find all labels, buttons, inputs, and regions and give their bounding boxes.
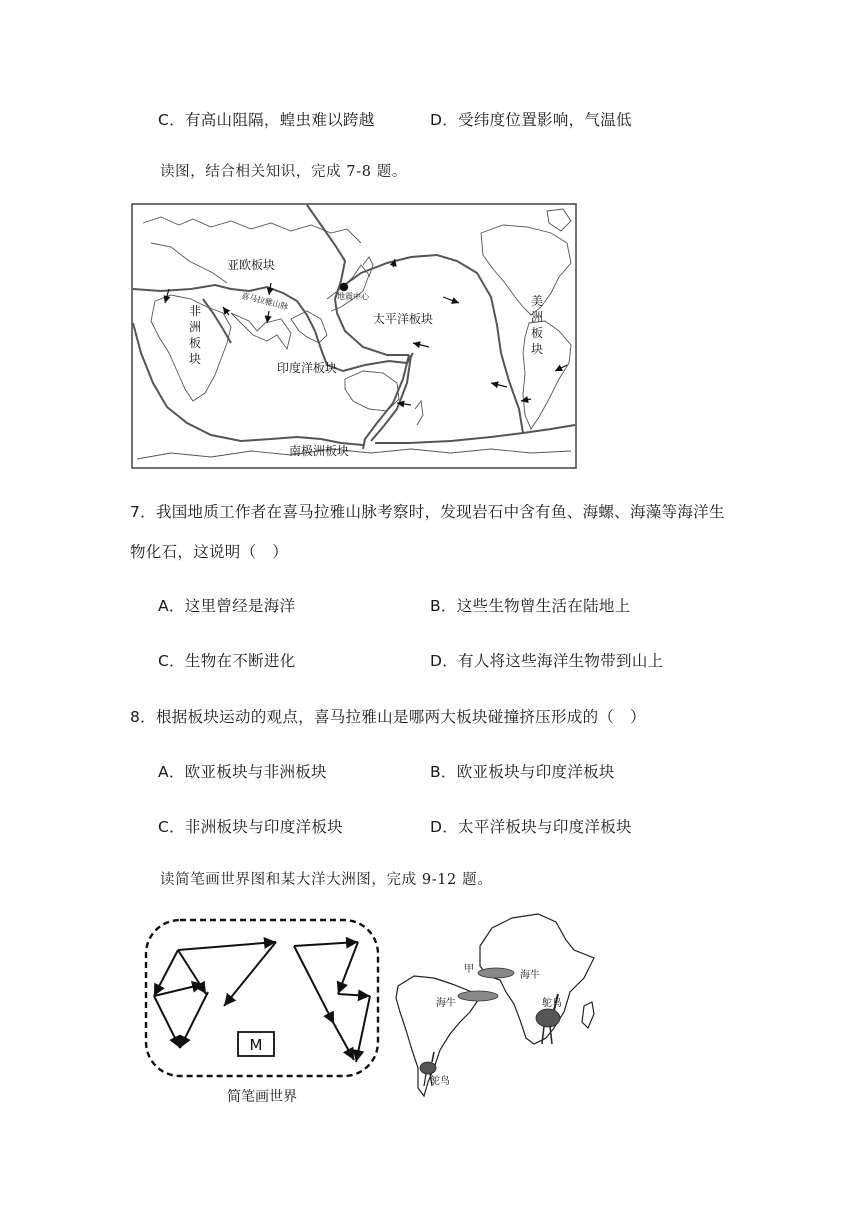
continent-ocean-map [388, 910, 604, 1106]
label-eurasian-plate: 亚欧板块 [227, 258, 276, 272]
q7-option-a: A．这里曾经是海洋 [158, 597, 296, 615]
svg-text:块: 块 [189, 352, 202, 366]
plate-tectonics-map [131, 203, 577, 469]
label-indian-plate: 印度洋板块 [277, 361, 338, 375]
svg-text:板: 板 [189, 336, 202, 350]
sketch-caption: 简笔画世界 [227, 1089, 297, 1105]
label-ostrich-1: 鸵鸟 [542, 998, 562, 1009]
label-manatee-2: 海牛 [436, 998, 456, 1009]
option-c-top: C．有高山阻隔，蝗虫难以跨越 [158, 111, 375, 129]
q8-option-b: B．欧亚板块与印度洋板块 [430, 763, 615, 781]
q8-option-d: D．太平洋板块与印度洋板块 [430, 818, 632, 836]
q8-option-c: C．非洲板块与印度洋板块 [158, 818, 343, 836]
label-jia: 甲 [464, 964, 474, 975]
option-d-top: D．受纬度位置影响，气温低 [430, 111, 632, 129]
q8-option-a: A．欧亚板块与非洲板块 [158, 763, 327, 781]
q7-stem-line2: 物化石，这说明（ ） [130, 543, 289, 561]
sketch-world-map [138, 912, 386, 1112]
svg-text:洲: 洲 [189, 320, 202, 334]
svg-text:美: 美 [531, 294, 544, 308]
label-antarctic-plate: 南极洲板块 [289, 444, 350, 458]
svg-text:洲: 洲 [531, 310, 544, 324]
intro-7-8: 读图，结合相关知识，完成 7-8 题。 [160, 164, 407, 180]
label-manatee-1: 海牛 [520, 970, 540, 981]
q7-option-c: C．生物在不断进化 [158, 652, 296, 670]
label-pacific-plate: 太平洋板块 [373, 312, 434, 326]
q7-stem-line1: 7．我国地质工作者在喜马拉雅山脉考察时，发现岩石中含有鱼、海螺、海藻等海洋生 [130, 503, 725, 521]
sketch-m-letter: M [249, 1036, 263, 1054]
svg-text:块: 块 [531, 342, 544, 356]
intro-9-12: 读简笔画世界图和某大洋大洲图，完成 9-12 题。 [160, 872, 493, 888]
label-epicenter: 地震中心 [337, 292, 369, 301]
epicenter-dot [340, 283, 348, 291]
label-himalaya: 喜马拉雅山脉 [240, 291, 290, 312]
svg-text:非: 非 [189, 304, 202, 318]
svg-text:板: 板 [531, 326, 544, 340]
label-ostrich-2: 鸵鸟 [430, 1076, 450, 1087]
q8-stem: 8．根据板块运动的观点，喜马拉雅山是哪两大板块碰撞挤压形成的（ ） [130, 708, 646, 726]
q7-option-d: D．有人将这些海洋生物带到山上 [430, 652, 664, 670]
q7-option-b: B．这些生物曾生活在陆地上 [430, 597, 631, 615]
